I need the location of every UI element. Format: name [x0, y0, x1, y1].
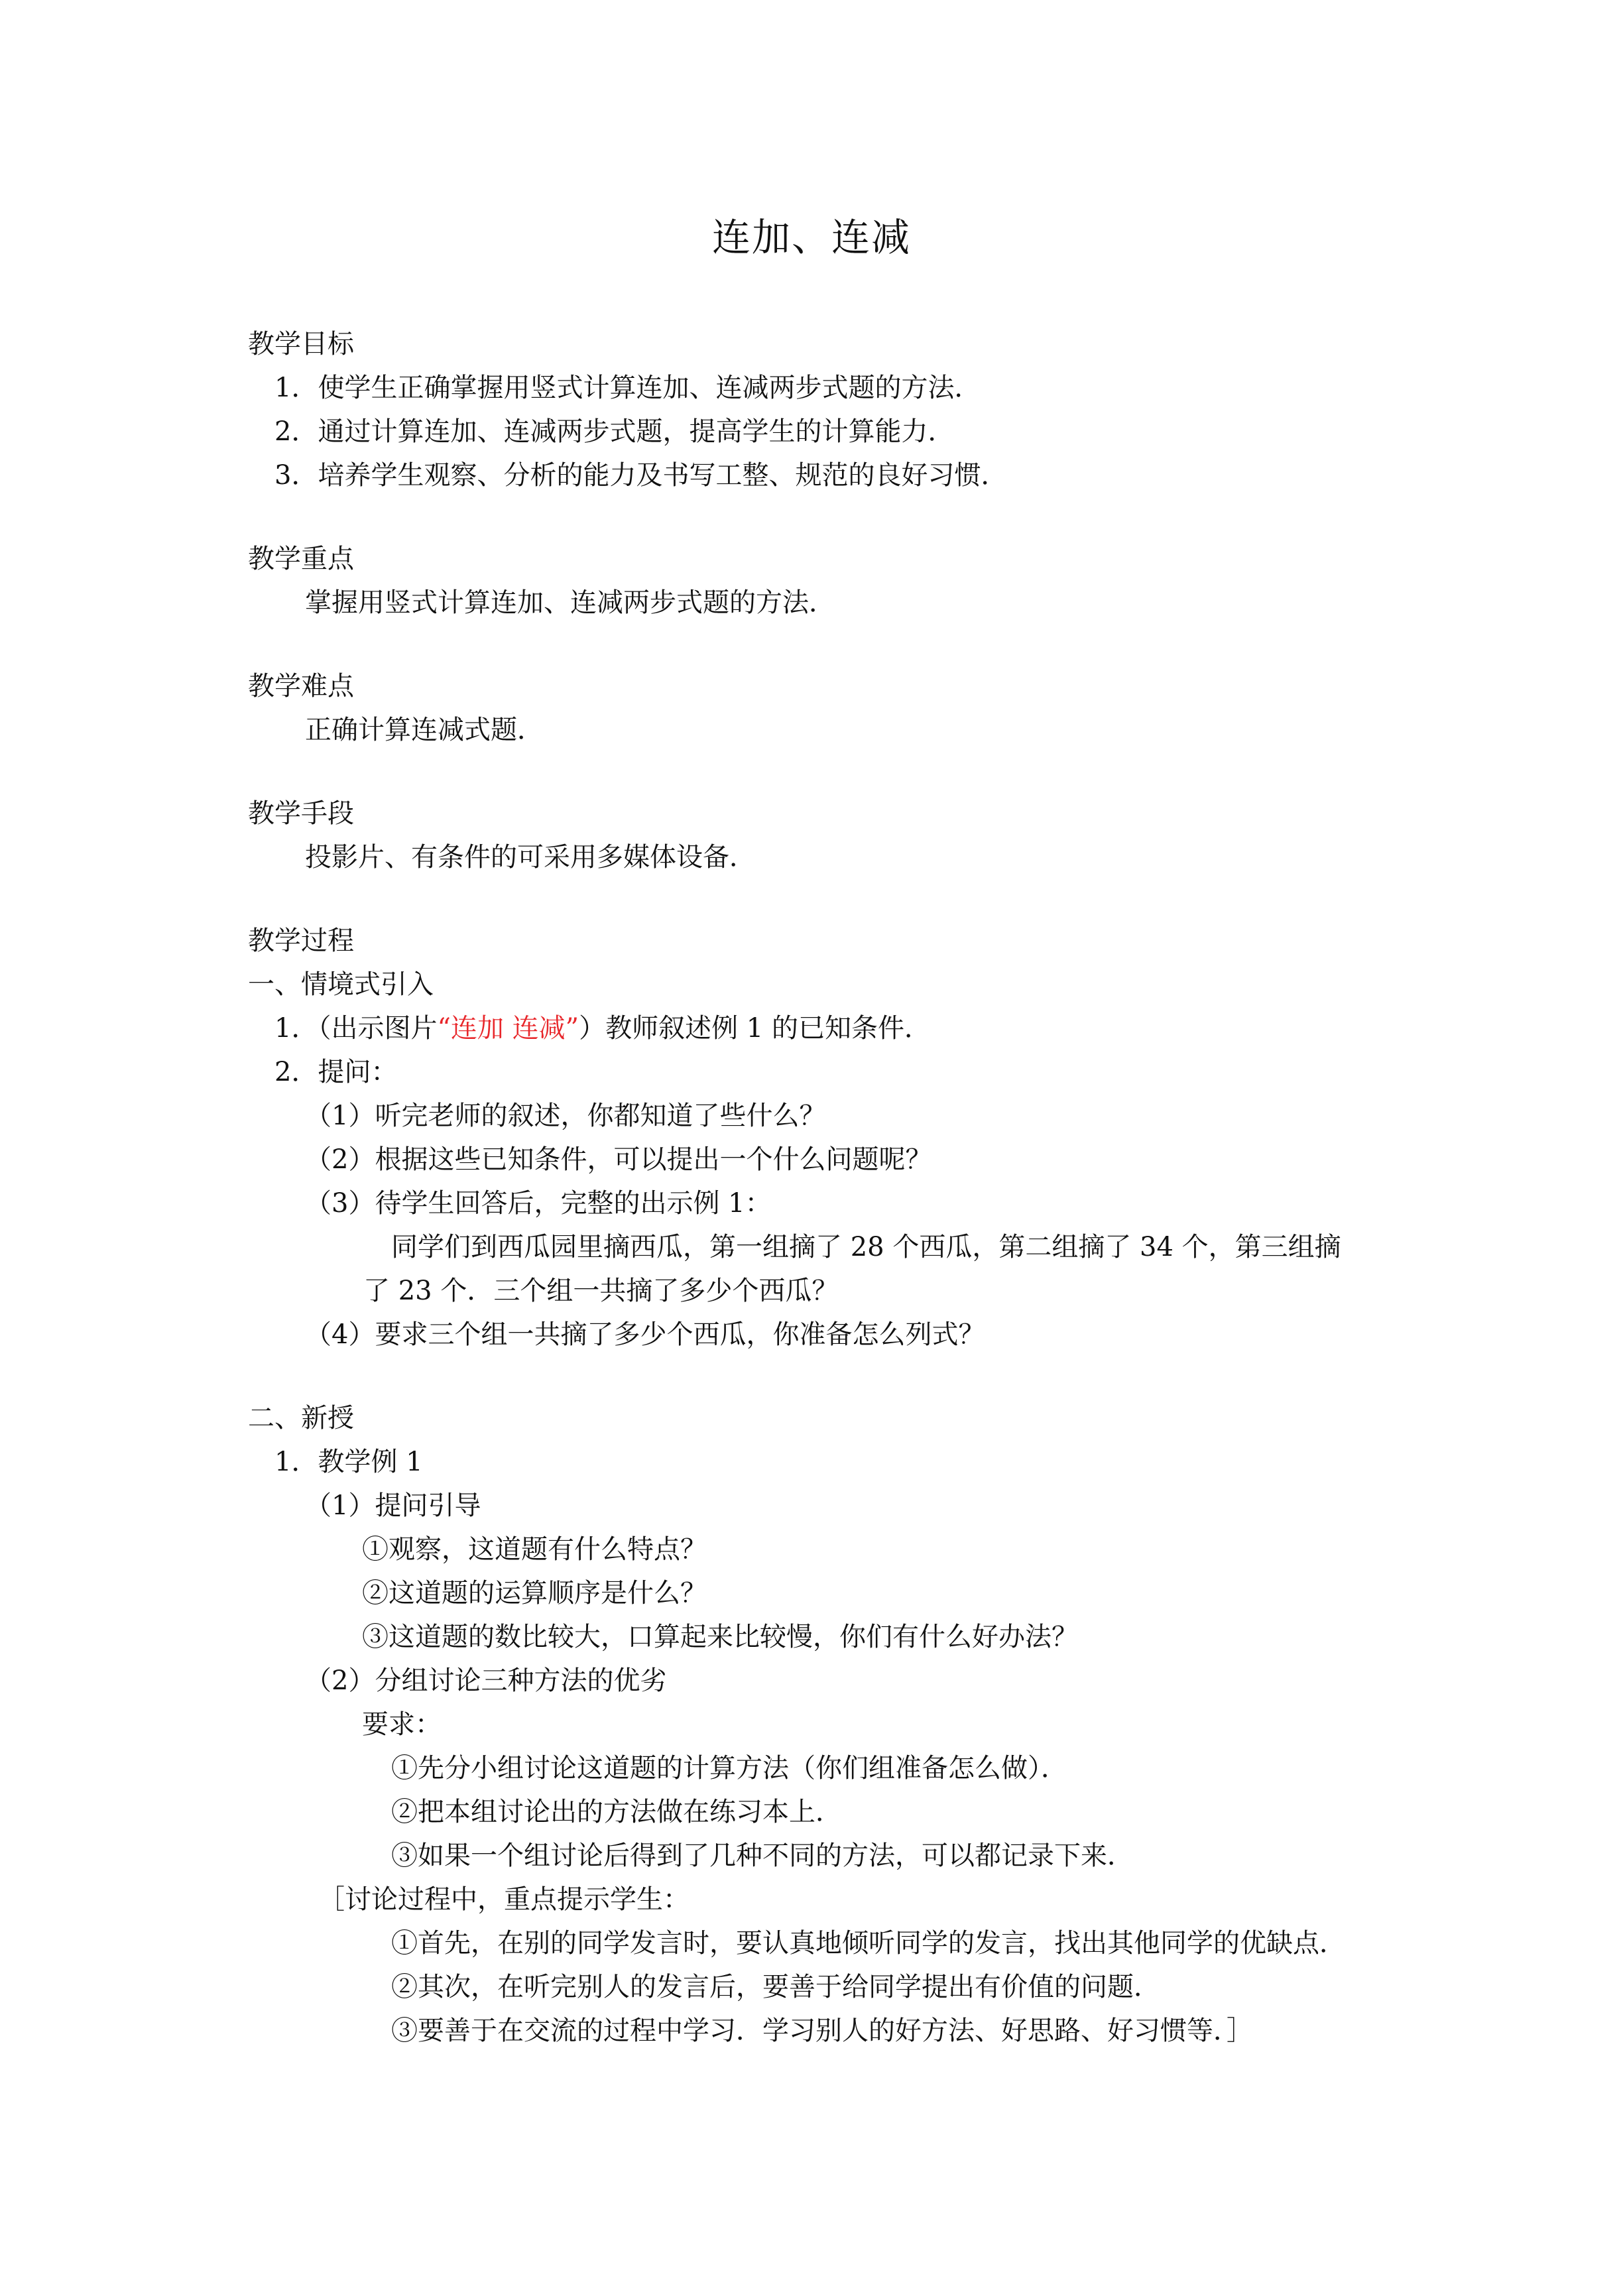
- sub-step-2: （2）分组讨论三种方法的优劣: [305, 1665, 667, 1696]
- discussion-note-intro: ［讨论过程中，重点提示学生：: [318, 1884, 690, 1915]
- teaching-example-1: 1．教学例 1: [274, 1447, 423, 1477]
- means-text: 投影片、有条件的可采用多媒体设备．: [305, 842, 756, 873]
- key-point-text: 掌握用竖式计算连加、连减两步式题的方法．: [305, 587, 835, 618]
- discussion-note-3: ③要善于在交流的过程中学习．学习别人的好方法、好思路、好习惯等．］: [391, 2016, 1253, 2046]
- discussion-note-1: ①首先，在别的同学发言时，要认真地倾听同学的发言，找出其他同学的优缺点．: [391, 1928, 1346, 1959]
- requirement-1: ①先分小组讨论这道题的计算方法（你们组准备怎么做）．: [391, 1753, 1067, 1783]
- guide-question-3: ③这道题的数比较大，口算起来比较慢，你们有什么好办法？: [362, 1622, 1078, 1652]
- question-1: （1）听完老师的叙述，你都知道了些什么？: [305, 1101, 826, 1131]
- section-2-heading: 二、新授: [248, 1403, 354, 1433]
- goals-heading: 教学目标: [248, 329, 354, 359]
- intro-item-1-prefix: 1．（出示图片: [274, 1013, 438, 1044]
- difficulty-text: 正确计算连减式题．: [305, 715, 544, 745]
- goal-item-3: 3．培养学生观察、分析的能力及书写工整、规范的良好习惯．: [274, 460, 1008, 491]
- process-heading: 教学过程: [248, 926, 354, 956]
- question-2: （2）根据这些已知条件，可以提出一个什么问题呢？: [305, 1144, 932, 1175]
- difficulty-heading: 教学难点: [248, 671, 354, 701]
- means-heading: 教学手段: [248, 798, 354, 829]
- requirement-2: ②把本组讨论出的方法做在练习本上．: [391, 1797, 842, 1827]
- goal-item-2: 2．通过计算连加、连减两步式题，提高学生的计算能力．: [274, 416, 955, 447]
- sub-step-1: （1）提问引导: [305, 1490, 481, 1521]
- key-point-heading: 教学重点: [248, 544, 354, 574]
- requirements-label: 要求：: [362, 1709, 442, 1740]
- example-text-line-1: 同学们到西瓜园里摘西瓜，第一组摘了 28 个西瓜，第二组摘了 34 个，第三组摘: [391, 1232, 1341, 1262]
- guide-question-2: ②这道题的运算顺序是什么？: [362, 1578, 707, 1608]
- intro-item-2: 2．提问：: [274, 1057, 398, 1087]
- page-title: 连加、连减: [711, 215, 911, 260]
- goal-item-1: 1．使学生正确掌握用竖式计算连加、连减两步式题的方法．: [274, 373, 981, 403]
- intro-item-1-suffix: ）教师叙述例 1 的已知条件．: [579, 1013, 931, 1044]
- guide-question-1: ①观察，这道题有什么特点？: [362, 1534, 707, 1565]
- section-1-heading: 一、情境式引入: [248, 969, 434, 1000]
- discussion-note-2: ②其次，在听完别人的发言后，要善于给同学提出有价值的问题．: [391, 1972, 1160, 2002]
- requirement-3: ③如果一个组讨论后得到了几种不同的方法，可以都记录下来．: [391, 1841, 1134, 1871]
- question-4: （4）要求三个组一共摘了多少个西瓜，你准备怎么列式？: [305, 1319, 985, 1350]
- intro-item-1: [274, 1010, 931, 1047]
- picture-title-highlight: “连加 连减”: [437, 1013, 579, 1044]
- question-3: （3）待学生回答后，完整的出示例 1：: [305, 1188, 772, 1219]
- example-text-line-2: 了 23 个．三个组一共摘了多少个西瓜？: [363, 1276, 839, 1306]
